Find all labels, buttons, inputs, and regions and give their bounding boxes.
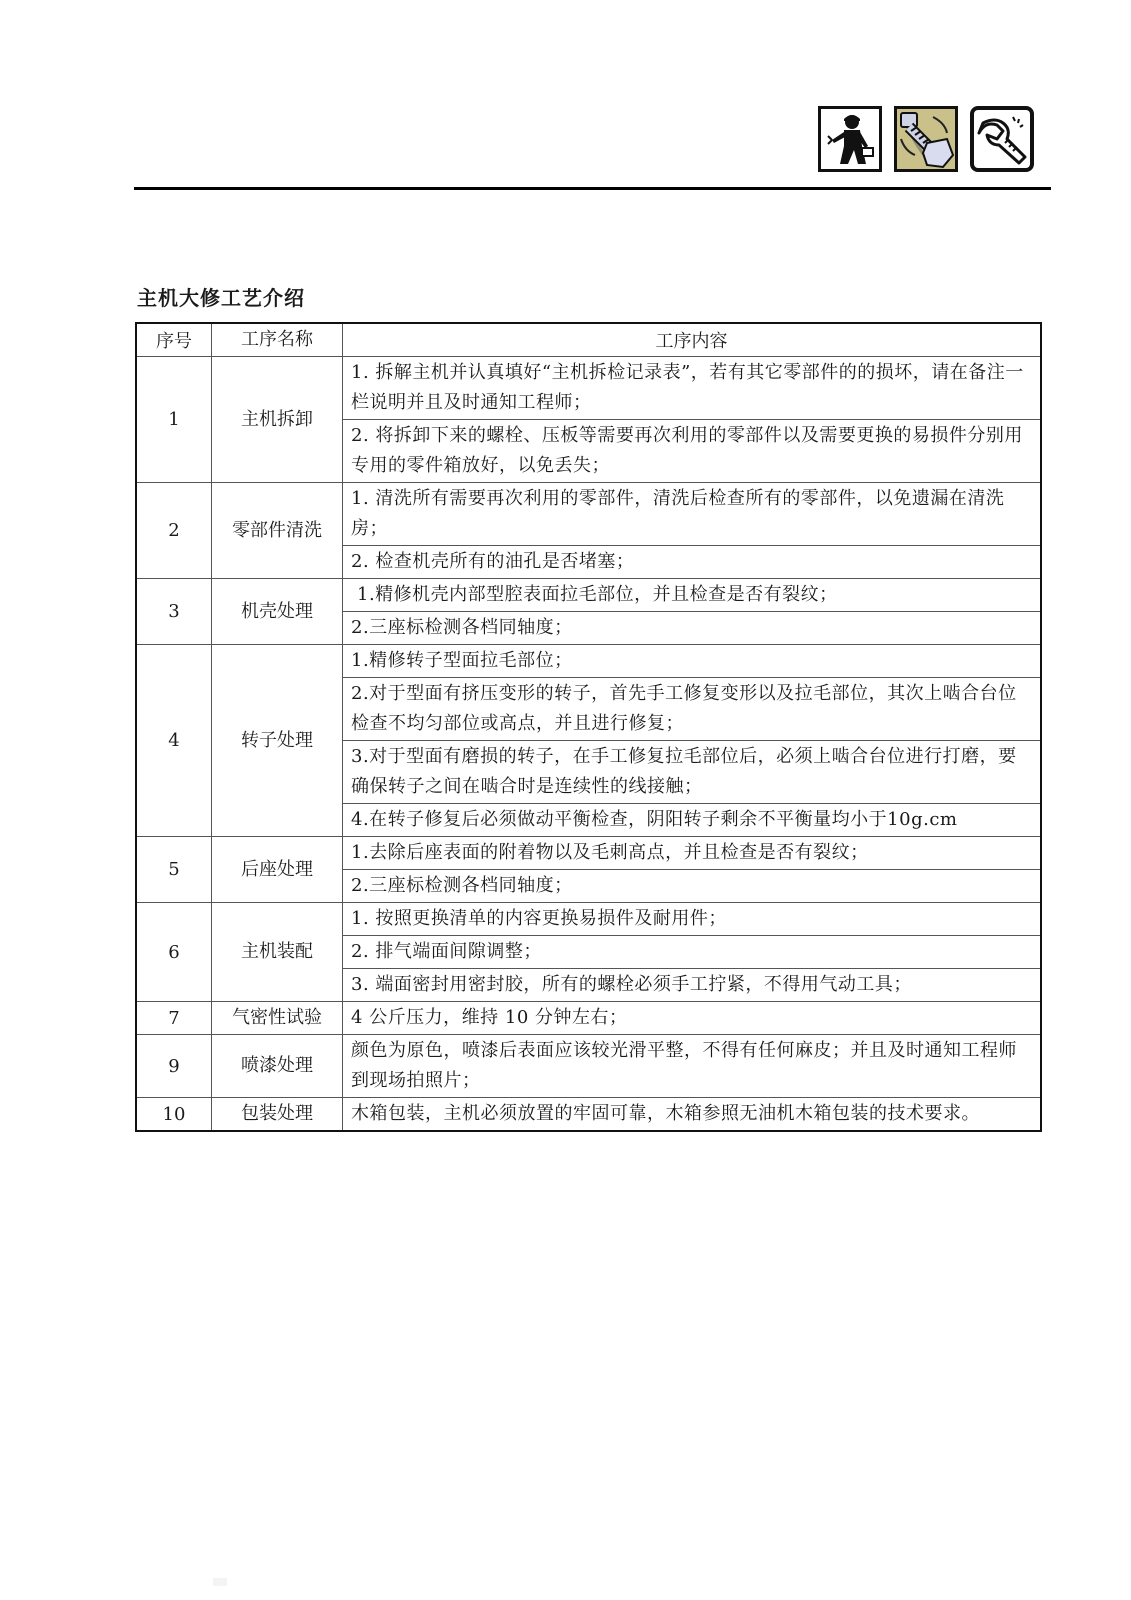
process-name-cell: 后座处理 <box>212 837 343 903</box>
process-content-cell: 1.精修机壳内部型腔表面拉毛部位，并且检查是否有裂纹； <box>343 579 1042 612</box>
process-content-cell: 1. 清洗所有需要再次利用的零部件，清洗后检查所有的零部件，以免遗漏在清洗房； <box>343 483 1042 546</box>
process-content-cell: 木箱包装，主机必须放置的牢固可靠，木箱参照无油机木箱包装的技术要求。 <box>343 1098 1042 1132</box>
table-row <box>136 483 1041 546</box>
process-name-cell: 喷漆处理 <box>212 1035 343 1098</box>
seq-no-cell: 6 <box>136 903 212 1002</box>
process-content-cell: 4 公斤压力，维持 10 分钟左右； <box>343 1002 1042 1035</box>
process-content-cell: 2.三座标检测各档同轴度； <box>343 612 1042 645</box>
table-header-row <box>136 323 1041 357</box>
bolt-and-nut-icon <box>894 106 958 172</box>
process-name-cell: 主机装配 <box>212 903 343 1002</box>
scan-artifact <box>213 1578 227 1586</box>
process-content-cell: 1.去除后座表面的附着物以及毛刺高点，并且检查是否有裂纹； <box>343 837 1042 870</box>
process-name-cell: 气密性试验 <box>212 1002 343 1035</box>
process-content-cell: 2. 将拆卸下来的螺栓、压板等需要再次利用的零部件以及需要更换的易损件分别用专用的零件箱放好，以免丢失； <box>343 420 1042 483</box>
table-row <box>136 357 1041 420</box>
table-row <box>136 645 1041 678</box>
process-content-cell: 3. 端面密封用密封胶，所有的螺栓必须手工拧紧，不得用气动工具； <box>343 969 1042 1002</box>
table-row <box>136 1035 1041 1098</box>
process-name-cell: 零部件清洗 <box>212 483 343 579</box>
wrench-icon <box>970 106 1034 172</box>
seq-no-cell: 1 <box>136 357 212 483</box>
header-seq-no: 序号 <box>136 323 212 357</box>
process-name-cell: 转子处理 <box>212 645 343 837</box>
table-row <box>136 579 1041 612</box>
seq-no-cell: 3 <box>136 579 212 645</box>
process-content-cell: 1.精修转子型面拉毛部位； <box>343 645 1042 678</box>
table-row <box>136 1098 1041 1132</box>
process-content-cell: 2. 检查机壳所有的油孔是否堵塞； <box>343 546 1042 579</box>
process-name-cell: 机壳处理 <box>212 579 343 645</box>
seq-no-cell: 5 <box>136 837 212 903</box>
header-process-content: 工序内容 <box>343 323 1042 357</box>
table-row <box>136 903 1041 936</box>
process-content-cell: 1. 拆解主机并认真填好“主机拆检记录表”，若有其它零部件的的损坏，请在备注一栏说明并且及时通知工程师； <box>343 357 1042 420</box>
seq-no-cell: 10 <box>136 1098 212 1132</box>
process-content-cell: 2.三座标检测各档同轴度； <box>343 870 1042 903</box>
header-icons <box>818 106 1034 172</box>
seq-no-cell: 7 <box>136 1002 212 1035</box>
process-content-cell: 3.对于型面有磨损的转子，在手工修复拉毛部位后，必须上啮合台位进行打磨，要确保转子之间在啮合时是连续性的线接触； <box>343 741 1042 804</box>
header-rule <box>134 187 1051 190</box>
process-name-cell: 包装处理 <box>212 1098 343 1132</box>
process-table <box>135 322 1042 1132</box>
table-row <box>136 837 1041 870</box>
seq-no-cell: 4 <box>136 645 212 837</box>
process-name-cell: 主机拆卸 <box>212 357 343 483</box>
process-content-cell: 2.对于型面有挤压变形的转子，首先手工修复变形以及拉毛部位，其次上啮合台位检查不均匀部位或高点，并且进行修复； <box>343 678 1042 741</box>
process-content-cell: 2. 排气端面间隙调整； <box>343 936 1042 969</box>
document-title: 主机大修工艺介绍 <box>137 286 305 310</box>
process-content-cell: 4.在转子修复后必须做动平衡检查，阴阳转子剩余不平衡量均小于10g.cm <box>343 804 1042 837</box>
worker-with-toolbox-icon <box>818 106 882 172</box>
seq-no-cell: 9 <box>136 1035 212 1098</box>
header-process-name: 工序名称 <box>212 323 343 357</box>
seq-no-cell: 2 <box>136 483 212 579</box>
process-content-cell: 1. 按照更换清单的内容更换易损件及耐用件； <box>343 903 1042 936</box>
table-row <box>136 1002 1041 1035</box>
process-content-cell: 颜色为原色，喷漆后表面应该较光滑平整，不得有任何麻皮；并且及时通知工程师到现场拍照片； <box>343 1035 1042 1098</box>
